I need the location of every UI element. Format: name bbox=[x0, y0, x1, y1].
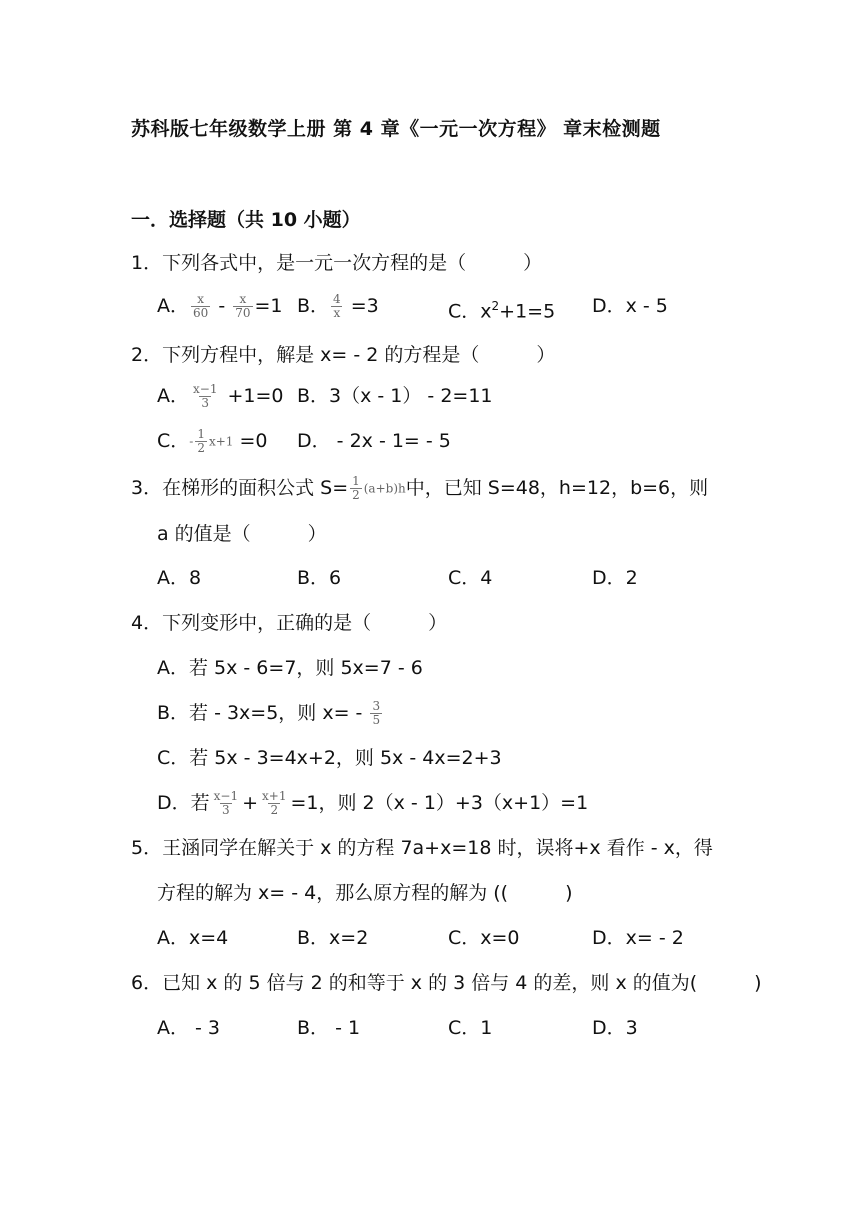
fraction: $\frac{1}{2}$ bbox=[352, 474, 360, 502]
q6-option-d: D．3 bbox=[592, 1017, 638, 1039]
document-title: 苏科版七年级数学上册 第 4 章《一元一次方程》 章末检测题 bbox=[131, 118, 661, 140]
question-6-options bbox=[157, 1015, 757, 1043]
q1-option-a: A． $\frac{x}{60}$ - $\frac{x}{70}$ =1 bbox=[157, 292, 283, 320]
q2-option-d: D． - 2x - 1= - 5 bbox=[297, 430, 451, 452]
question-6-stem: 6．已知 x 的 5 倍与 2 的和等于 x 的 3 倍与 4 的差，则 x 的值为( ) bbox=[131, 972, 762, 994]
question-2-options-row2 bbox=[157, 428, 757, 460]
q3-option-c: C．4 bbox=[448, 567, 493, 589]
question-3-stem-cont: a 的值是（ ） bbox=[157, 523, 327, 545]
q4-option-b: B．若 - 3x=5，则 x= - $\frac{3}{5}$ bbox=[157, 699, 381, 727]
q5-option-c: C．x=0 bbox=[448, 927, 520, 949]
question-5-options bbox=[157, 925, 757, 953]
question-3-stem: 3．在梯形的面积公式 S= $\frac{1}{2}$ (a+b)h中，已知 S=48，h=12，b=6，则 bbox=[131, 474, 709, 502]
q1-option-b: B． $\frac{4}{x}$ =3 bbox=[297, 292, 379, 320]
q3-option-b: B．6 bbox=[297, 567, 342, 589]
question-2-options-row1 bbox=[157, 383, 757, 415]
question-3-options bbox=[157, 565, 757, 593]
q2-option-a: A． $\frac{x-1}{3}$ +1=0 bbox=[157, 382, 284, 410]
q3-option-a: A．8 bbox=[157, 567, 202, 589]
fraction: $\frac{x}{60}$ bbox=[193, 292, 209, 320]
question-1-stem: 1．下列各式中，是一元一次方程的是（ ） bbox=[131, 252, 543, 274]
fraction: $\frac{4}{x}$ bbox=[333, 292, 341, 320]
q6-option-a: A． - 3 bbox=[157, 1017, 221, 1039]
q5-option-a: A．x=4 bbox=[157, 927, 229, 949]
question-2-stem: 2．下列方程中，解是 x= - 2 的方程是（ ） bbox=[131, 344, 556, 366]
q1-option-c: C．$x^2+1=5$ bbox=[448, 299, 556, 323]
question-4-stem: 4．下列变形中，正确的是（ ） bbox=[131, 612, 448, 634]
fraction: $\frac{x-1}{3}$ bbox=[213, 789, 239, 817]
q4-option-c: C．若 5x - 3=4x+2，则 5x - 4x=2+3 bbox=[157, 747, 502, 769]
q4-option-d: D．若 $\frac{x-1}{3}$ + $\frac{x+1}{2}$ =1，则 2（x - 1）+3（x+1）=1 bbox=[157, 789, 589, 817]
fraction: $\frac{3}{5}$ bbox=[372, 699, 381, 727]
q6-option-b: B． - 1 bbox=[297, 1017, 361, 1039]
question-5-stem: 5．王涵同学在解关于 x 的方程 7a+x=18 时，误将+x 看作 - x，得 bbox=[131, 837, 713, 859]
q5-option-d: D．x= - 2 bbox=[592, 927, 684, 949]
q2-option-b: B．3（x - 1） - 2=11 bbox=[297, 385, 493, 407]
question-5-stem-cont: 方程的解为 x= - 4，那么原方程的解为 (( ) bbox=[157, 882, 573, 904]
section-heading: 一．选择题（共 10 小题） bbox=[131, 209, 361, 231]
q3-option-d: D．2 bbox=[592, 567, 638, 589]
question-1-options bbox=[157, 293, 757, 325]
q2-option-c: C．- $\frac{1}{2}$ x+1 =0 bbox=[157, 427, 268, 455]
fraction: $\frac{x-1}{3}$ bbox=[193, 382, 218, 410]
q6-option-c: C．1 bbox=[448, 1017, 493, 1039]
q5-option-b: B．x=2 bbox=[297, 927, 369, 949]
q1-option-d: D．x - 5 bbox=[592, 295, 668, 317]
fraction: $\frac{x}{70}$ bbox=[235, 292, 251, 320]
q4-option-a: A．若 5x - 6=7，则 5x=7 - 6 bbox=[157, 657, 423, 679]
fraction: $\frac{1}{2}$ bbox=[197, 427, 205, 455]
fraction: $\frac{x+1}{2}$ bbox=[262, 789, 287, 817]
